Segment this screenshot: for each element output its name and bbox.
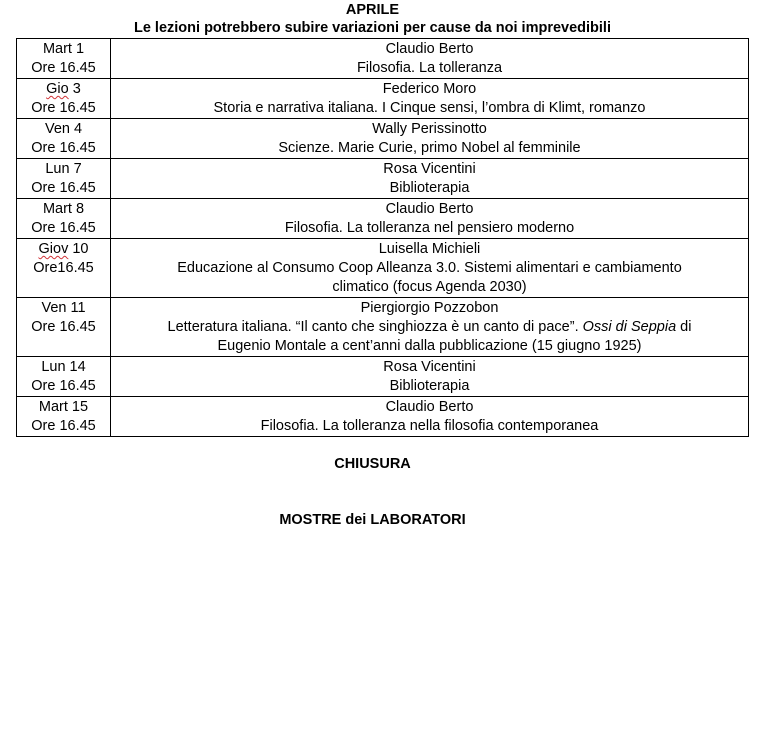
day-number: 10: [68, 241, 89, 257]
spellcheck-word: Gio: [46, 81, 69, 97]
lesson-topic: Biblioterapia: [389, 378, 470, 394]
table-row: [17, 159, 749, 199]
lesson-topic: Educazione al Consumo Coop Alleanza 3.0. Sistemi alimentari e cambiamento: [177, 260, 682, 276]
lesson-topic-continued: Eugenio Montale a cent’anni dalla pubblicazione (15 giugno 1925): [217, 338, 642, 354]
time-label: Ore 16.45: [31, 180, 96, 196]
teacher-name: Claudio Berto: [385, 399, 474, 415]
date-cell: [17, 199, 111, 239]
spellcheck-word: Giov: [38, 241, 69, 257]
teacher-name: Wally Perissinotto: [372, 121, 487, 137]
day-label: Lun 7: [45, 161, 82, 177]
teacher-name: Rosa Vicentini: [383, 359, 476, 375]
table-row: [17, 79, 749, 119]
lesson-cell: [111, 79, 749, 119]
lesson-cell: [111, 397, 749, 437]
time-label: Ore 16.45: [31, 418, 96, 434]
date-cell: [17, 39, 111, 79]
date-cell: [17, 298, 111, 357]
lesson-schedule-table: [16, 38, 749, 437]
table-row: [17, 239, 749, 298]
teacher-name: Federico Moro: [382, 81, 477, 97]
day-label: Ven 4: [44, 121, 83, 137]
closing-heading: CHIUSURA: [334, 456, 411, 472]
teacher-name: Piergiorgio Pozzobon: [360, 300, 499, 316]
lesson-cell: [111, 39, 749, 79]
table-row: [17, 199, 749, 239]
lesson-cell: [111, 199, 749, 239]
lesson-topic: Storia e narrativa italiana. I Cinque sensi, l’ombra di Klimt, romanzo: [213, 100, 646, 116]
lesson-topic: Filosofia. La tolleranza nella filosofia contemporanea: [260, 418, 599, 434]
lesson-cell: [111, 298, 749, 357]
date-cell: [17, 79, 111, 119]
topic-text-end: di: [676, 319, 692, 335]
teacher-name: Rosa Vicentini: [383, 161, 476, 177]
schedule-notice: Le lezioni potrebbero subire variazioni per cause da noi imprevedibili: [133, 20, 611, 36]
time-label: Ore 16.45: [31, 220, 96, 236]
topic-text: Letteratura italiana. “Il canto che singhiozza è un canto di pace”.: [167, 319, 583, 335]
table-row: [17, 39, 749, 79]
book-title: Ossi di Seppia: [582, 319, 677, 335]
time-label: Ore 16.45: [31, 378, 96, 394]
day-label: Mart 1: [42, 41, 85, 57]
lesson-topic: Filosofia. La tolleranza nel pensiero moderno: [284, 220, 575, 236]
time-label: Ore 16.45: [31, 60, 96, 76]
lesson-topic: [114, 318, 745, 337]
month-title: APRILE: [345, 2, 400, 18]
teacher-name: Claudio Berto: [385, 41, 474, 57]
teacher-name: Luisella Michieli: [378, 241, 481, 257]
lesson-cell: [111, 159, 749, 199]
lesson-cell: [111, 239, 749, 298]
teacher-name: Claudio Berto: [385, 201, 474, 217]
lesson-cell: [111, 119, 749, 159]
table-row: [17, 119, 749, 159]
table-row: [17, 397, 749, 437]
day-number: 3: [68, 81, 81, 97]
date-cell: [17, 239, 111, 298]
lesson-cell: [111, 357, 749, 397]
time-label: Ore16.45: [33, 260, 94, 276]
time-label: Ore 16.45: [31, 140, 96, 156]
time-label: Ore 16.45: [31, 100, 96, 116]
lesson-topic: Biblioterapia: [389, 180, 470, 196]
lesson-topic: Scienze. Marie Curie, primo Nobel al femminile: [278, 140, 581, 156]
table-row: [17, 298, 749, 357]
date-cell: [17, 397, 111, 437]
day-label: Ven 11: [41, 300, 86, 316]
day-label: Mart 15: [38, 399, 89, 415]
lesson-topic-continued: climatico (focus Agenda 2030): [332, 279, 527, 295]
time-label: Ore 16.45: [31, 319, 96, 335]
day-label: Lun 14: [41, 359, 86, 375]
day-label: [20, 240, 107, 259]
day-label: [20, 80, 107, 99]
day-label: Mart 8: [42, 201, 85, 217]
table-row: [17, 357, 749, 397]
date-cell: [17, 159, 111, 199]
lesson-topic: Filosofia. La tolleranza: [356, 60, 503, 76]
date-cell: [17, 357, 111, 397]
date-cell: [17, 119, 111, 159]
exhibitions-heading: MOSTRE dei LABORATORI: [279, 512, 466, 528]
